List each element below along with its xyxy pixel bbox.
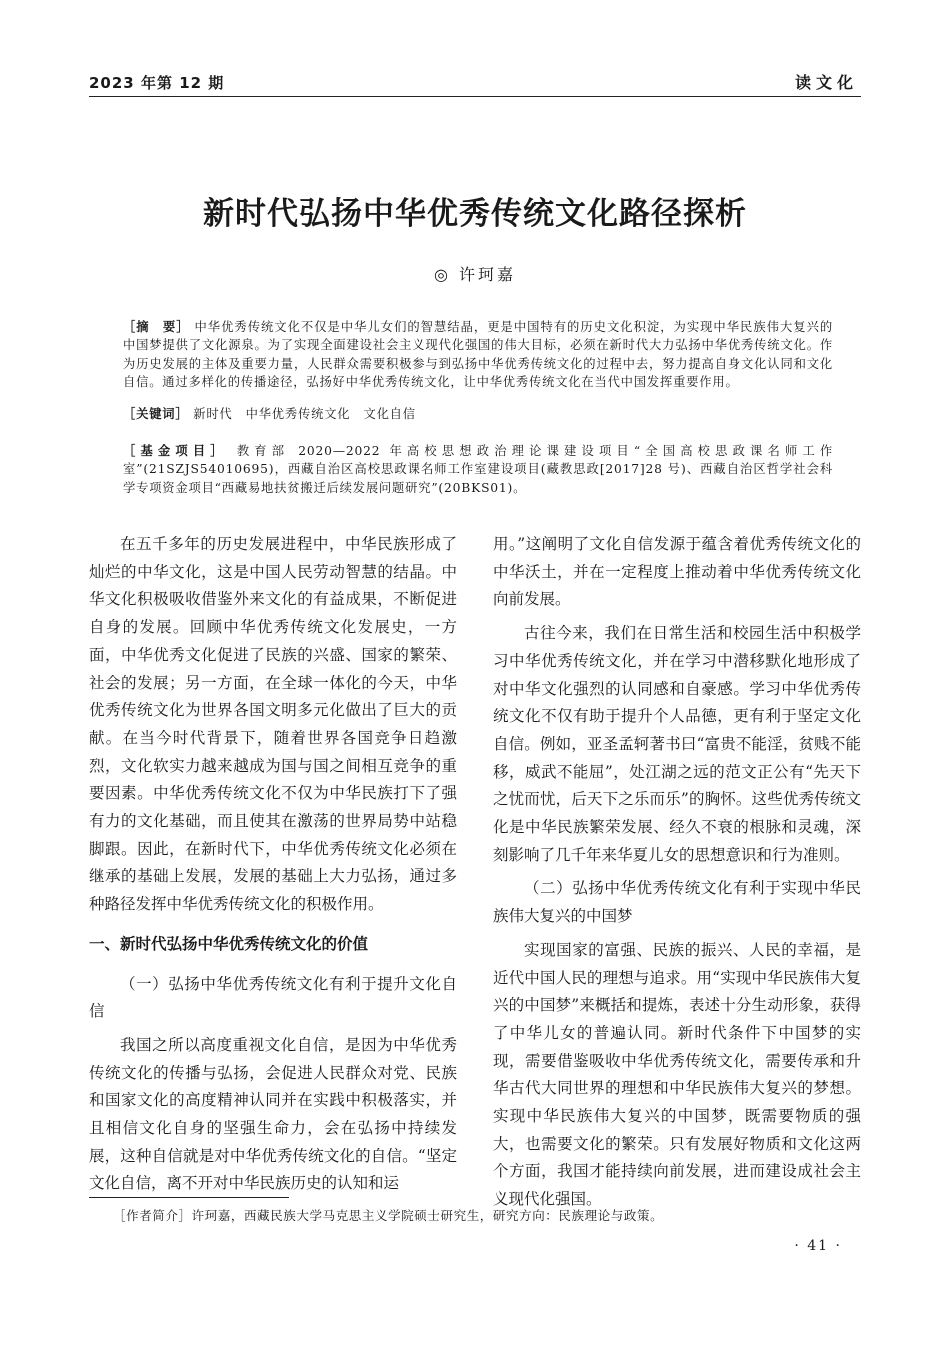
article-author: ◎ 许珂嘉 (433, 265, 517, 284)
section-heading-1: 一、新时代弘扬中华优秀传统文化的价值 (89, 934, 369, 953)
paragraph-intro: 在五千多年的历史发展进程中，中华民族形成了灿烂的中华文化，这是中国人民劳动智慧的结晶。中华文化积极吸收借鉴外来文化的有益成果，不断促进自身的发展。回顾中华优秀传统文化发展史，一方面，中华优秀文化促进了民族的兴盛、国家的繁荣、社会的发展；另一方面，在全球一体化的今天，中华优秀传统文化为世界各国文明多元化做出了巨大的贡献。在当今时代背景下，随着世界各国竞争日趋激烈，文化软实力越来越成为国与国之间相互竞争的重要因素。中华优秀传统文化不仅为中华民族打下了强有力的文化基础，而且使其在激荡的世界局势中站稳脚跟。因此，在新时代下，中华优秀传统文化必须在继承的基础上发展，发展的基础上大力弘扬，通过多种路径发挥中华优秀传统文化的积极作用。 (89, 535, 457, 914)
page-number: · 41 · (794, 1238, 842, 1254)
journal-name: 读文化 (794, 73, 858, 92)
fund-info (123, 442, 833, 497)
keywords-text: 新时代 中华优秀传统文化 文化自信 (193, 407, 416, 421)
author-bio (113, 1206, 663, 1224)
journal-issue: 2023 年第 12 期 (89, 74, 225, 92)
fund-text: 教育部 2020—2022 年高校思想政治理论课建设项目“全国高校思政课名师工作室”(21SZJS54010695)，西藏自治区高校思政课名师工作室建设项目(藏教思政[2017]28 号)、西藏自治区哲学社会科学专项资金项目“西藏易地扶贫搬迁后续发展问题研究”(20BKS01)。 (123, 444, 833, 495)
abstract (123, 318, 833, 392)
footnote-divider (89, 1197, 289, 1198)
paragraph-chinese-dream: 实现国家的富强、民族的振兴、人民的幸福，是近代中国人民的理想与追求。用“实现中华民族伟大复兴的中国梦”来概括和提炼，表述十分生动形象，获得了中华儿女的普遍认同。新时代条件下中国梦的实现，需要借鉴吸收中华优秀传统文化，需要传承和升华古代大同世界的理想和中华民族伟大复兴的梦想。实现中华民族伟大复兴的中国梦，既需要物质的强大，也需要文化的繁荣。只有发展好物质和文化这两个方面，我国才能持续向前发展，进而建设成社会主义现代化强国。 (493, 940, 861, 1209)
article-title: 新时代弘扬中华优秀传统文化路径探析 (203, 196, 747, 232)
keywords-label: ［关键词］ (123, 407, 189, 421)
paragraph-learning: 古往今来，我们在日常生活和校园生活中积极学习中华优秀传统文化，并在学习中潜移默化地形成了对中华文化强烈的认同感和自豪感。学习中华优秀传统文化不仅有助于提升个人品德，更有利于坚定文化自信。例如，亚圣孟轲著书曰“富贵不能淫，贫贱不能移，威武不能屈”，处江湖之远的范文正公有“先天下之忧而忧，后天下之乐而乐”的胸怀。这些优秀传统文化是中华民族繁荣发展、经久不衰的根脉和灵魂，深刻影响了几千年来华夏儿女的思想意识和行为准则。 (493, 624, 861, 864)
header-divider (89, 96, 861, 97)
body-column-left (89, 531, 457, 1198)
paragraph-continued: 用。”这阐明了文化自信发源于蕴含着优秀传统文化的中华沃土，并在一定程度上推动着中华优秀传统文化向前发展。 (493, 535, 861, 609)
abstract-text: 中华优秀传统文化不仅是中华儿女们的智慧结晶，更是中国特有的历史文化积淀，为实现中华民族伟大复兴的中国梦提供了文化源泉。为了实现全面建设社会主义现代化强国的伟大目标，必须在新时代大力弘扬中华优秀传统文化。作为历史发展的主体及重要力量，人民群众需要积极参与到弘扬中华优秀传统文化的过程中去，努力提高自身文化认同和文化自信。通过多样化的传播途径，弘扬好中华优秀传统文化，让中华优秀传统文化在当代中国发挥重要作用。 (123, 320, 833, 390)
paragraph-cultural-confidence: 我国之所以高度重视文化自信，是因为中华优秀传统文化的传播与弘扬，会促进人民群众对党、民族和国家文化的高度精神认同并在实践中积极落实，并且相信文化自身的坚强生命力，会在弘扬中持续发展，这种自信就是对中华优秀传统文化的自信。“坚定文化自信，离不开对中华民族历史的认知和运 (89, 1035, 457, 1193)
subsection-heading-1: （一）弘扬中华优秀传统文化有利于提升文化自信 (89, 974, 457, 1021)
keywords (123, 405, 833, 423)
body-column-right (493, 531, 861, 1214)
fund-label: ［基金项目］ (123, 444, 228, 458)
author-bio-label: ［作者简介］ (113, 1208, 192, 1223)
subsection-heading-2: （二）弘扬中华优秀传统文化有利于实现中华民族伟大复兴的中国梦 (493, 879, 861, 926)
author-bio-text: 许珂嘉，西藏民族大学马克思主义学院硕士研究生，研究方向：民族理论与政策。 (191, 1208, 664, 1223)
abstract-label: ［摘 要］ (123, 320, 190, 334)
